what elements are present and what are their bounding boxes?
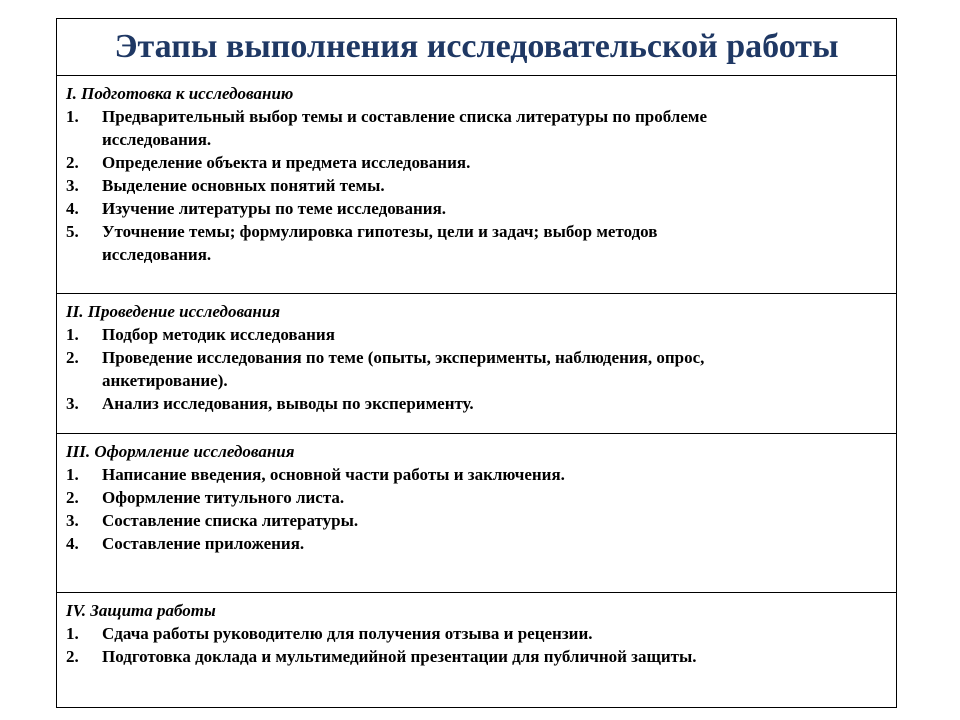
item-number: 1. — [66, 465, 79, 484]
section-conducting — [57, 294, 896, 434]
list-item — [66, 392, 888, 415]
item-text: Выделение основных понятий темы. — [102, 176, 385, 195]
list-item — [66, 151, 888, 174]
item-number: 3. — [66, 394, 79, 413]
list-item — [66, 323, 888, 346]
section-heading: III. Оформление исследования — [66, 442, 295, 461]
item-number: 3. — [66, 176, 79, 195]
list-item — [66, 463, 888, 486]
item-number: 4. — [66, 534, 79, 553]
item-text: Подготовка доклада и мультимедийной презентации для публичной защиты. — [102, 647, 697, 666]
list-item — [66, 346, 888, 392]
item-text: Составление списка литературы. — [102, 511, 359, 530]
section-items — [66, 463, 888, 555]
section-items — [66, 105, 888, 266]
list-item — [66, 486, 888, 509]
item-number: 5. — [66, 222, 79, 241]
section-heading: II. Проведение исследования — [66, 302, 281, 321]
list-item — [66, 532, 888, 555]
item-number: 2. — [66, 647, 79, 666]
stages-table — [56, 18, 897, 708]
list-item — [66, 509, 888, 532]
item-text: Подбор методик исследования — [102, 325, 335, 344]
item-number: 2. — [66, 153, 79, 172]
item-number: 1. — [66, 107, 79, 126]
section-preparation — [57, 76, 896, 294]
list-item — [66, 645, 888, 668]
item-number: 1. — [66, 624, 79, 643]
list-item — [66, 197, 888, 220]
item-text: Написание введения, основной части работы и заключения. — [102, 465, 565, 484]
section-items — [66, 622, 888, 668]
item-text: Уточнение темы; формулировка гипотезы, цели и задач; выбор методов исследования. — [102, 222, 658, 264]
item-number: 4. — [66, 199, 79, 218]
item-text: Анализ исследования, выводы по эксперименту. — [102, 394, 474, 413]
title-cell — [57, 19, 896, 76]
item-text: Составление приложения. — [102, 534, 305, 553]
item-text: Проведение исследования по теме (опыты, эксперименты, наблюдения, опрос, анкетирование). — [102, 348, 705, 390]
item-number: 2. — [66, 348, 79, 367]
list-item — [66, 105, 888, 151]
list-item — [66, 174, 888, 197]
section-items — [66, 323, 888, 415]
list-item — [66, 622, 888, 645]
section-heading: I. Подготовка к исследованию — [66, 84, 294, 103]
section-heading: IV. Защита работы — [66, 601, 216, 620]
item-text: Оформление титульного листа. — [102, 488, 345, 507]
list-item — [66, 220, 888, 266]
item-text: Предварительный выбор темы и составление списка литературы по проблеме исследования. — [102, 107, 708, 149]
section-formatting — [57, 434, 896, 593]
item-number: 1. — [66, 325, 79, 344]
item-text: Определение объекта и предмета исследования. — [102, 153, 471, 172]
item-text: Изучение литературы по теме исследования. — [102, 199, 447, 218]
section-defense — [57, 593, 896, 707]
item-number: 2. — [66, 488, 79, 507]
item-text: Сдача работы руководителю для получения отзыва и рецензии. — [102, 624, 593, 643]
page-title: Этапы выполнения исследовательской работы — [114, 28, 839, 65]
item-number: 3. — [66, 511, 79, 530]
